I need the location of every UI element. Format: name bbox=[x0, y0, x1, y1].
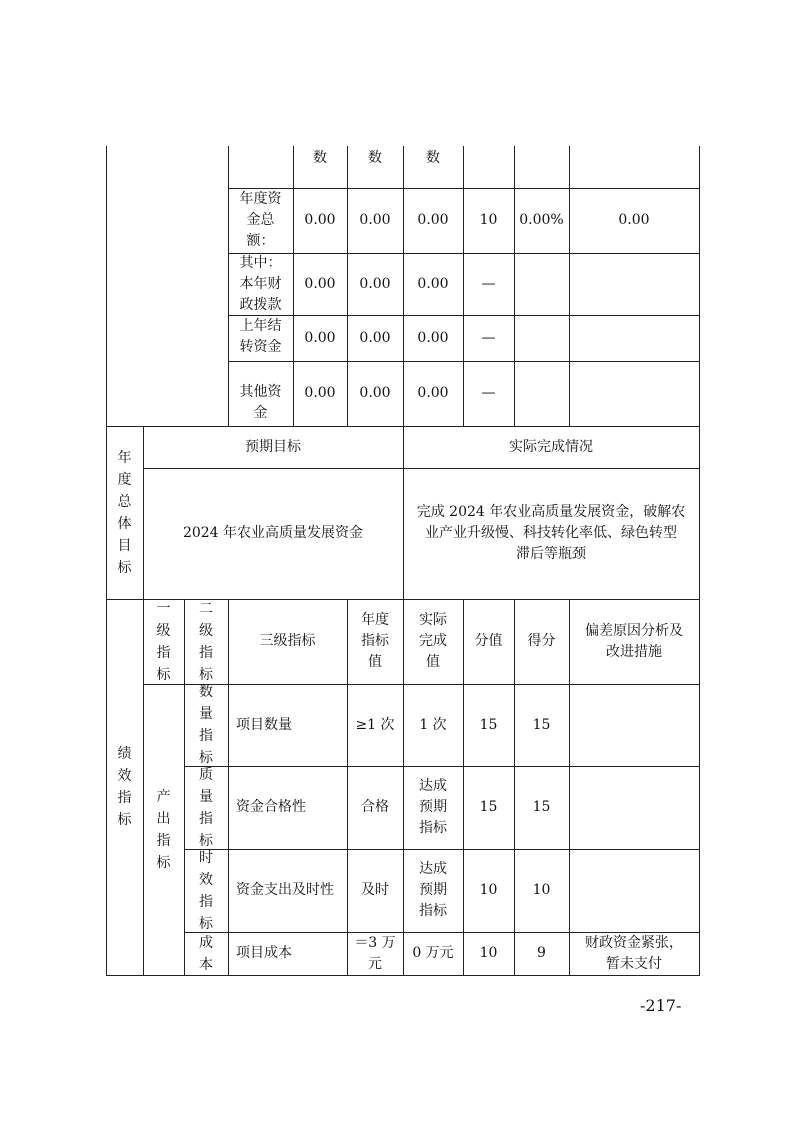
level1-header bbox=[143, 599, 184, 684]
annual-target-header-line: 年度 bbox=[361, 612, 389, 628]
performance-label-line: 指 bbox=[117, 790, 132, 806]
level2-indicator bbox=[184, 766, 228, 849]
funding-value: 0.00 bbox=[359, 385, 391, 401]
deviation-header-line: 偏差原因分析及 bbox=[585, 622, 683, 639]
annual-target bbox=[347, 766, 403, 849]
level2-indicator-line: 标 bbox=[199, 915, 213, 932]
funding-value: 0.00 bbox=[304, 275, 336, 292]
funding-rate bbox=[514, 315, 569, 361]
annual-target-header bbox=[347, 599, 403, 684]
output-indicator-category-line: 产 bbox=[156, 788, 171, 805]
level2-header-line: 级 bbox=[199, 622, 213, 639]
funding-rate: 0.00% bbox=[519, 212, 564, 228]
actual-value-header-line: 值 bbox=[426, 654, 440, 670]
funding-score: 10 bbox=[479, 212, 498, 228]
level2-indicator-line: 本 bbox=[199, 957, 213, 973]
actual-completion-text-line: 滞后等瓶颈 bbox=[516, 546, 586, 562]
indicator-score: 15 bbox=[479, 716, 498, 733]
level3-indicator: 资金合格性 bbox=[236, 799, 306, 815]
actual-value-line: 预期 bbox=[419, 882, 447, 898]
level3-header: 三级指标 bbox=[259, 633, 316, 649]
deviation-header-line: 改进措施 bbox=[606, 643, 662, 660]
level2-header-line: 指 bbox=[199, 644, 213, 661]
annual-target-header-line: 指标 bbox=[361, 633, 389, 649]
actual-value-line: 达成 bbox=[419, 861, 447, 877]
actual-value-line: 1 次 bbox=[419, 716, 447, 733]
indicator-got: 10 bbox=[532, 882, 551, 898]
actual-value bbox=[403, 766, 463, 849]
performance-label-line: 绩 bbox=[117, 746, 132, 762]
actual-completion-text bbox=[403, 468, 699, 599]
table-rule bbox=[699, 146, 700, 975]
funding-score: — bbox=[481, 275, 496, 292]
expected-goal-text: 2024 年农业高质量发展资金 bbox=[182, 525, 364, 541]
funding-value: 0.00 bbox=[304, 385, 336, 401]
level2-header-line: 标 bbox=[199, 666, 213, 683]
funding-row-label-line: 额： bbox=[246, 233, 275, 249]
goals-label-line: 标 bbox=[117, 559, 132, 576]
annual-target-line: ≥1 次 bbox=[355, 716, 395, 733]
level2-indicator-line: 数 bbox=[199, 684, 213, 700]
level2-indicator-line: 标 bbox=[199, 832, 213, 849]
funding-result bbox=[569, 253, 699, 315]
performance-label-line: 效 bbox=[117, 768, 132, 784]
funding-score: — bbox=[481, 329, 496, 346]
actual-completion-header: 实际完成情况 bbox=[509, 438, 593, 455]
funding-value: 0.00 bbox=[417, 212, 449, 228]
output-indicator-category-line: 出 bbox=[156, 810, 171, 827]
level2-indicator bbox=[184, 684, 228, 766]
funding-row-label-line: 金 bbox=[253, 405, 268, 421]
annual-target-line: ＝3 万 bbox=[354, 934, 396, 951]
funding-value: 0.00 bbox=[359, 212, 391, 228]
funding-row-label bbox=[228, 188, 293, 253]
actual-value bbox=[403, 932, 463, 975]
funding-value: 0.00 bbox=[304, 329, 336, 346]
annual-target bbox=[347, 932, 403, 975]
annual-target-line: 及时 bbox=[361, 882, 389, 898]
funding-header-fragment: 数 bbox=[313, 149, 327, 166]
level2-indicator bbox=[184, 932, 228, 975]
funding-header-fragment: 数 bbox=[368, 149, 382, 166]
level1-header-line: 一 bbox=[156, 600, 171, 617]
funding-row-label-line: 本年财 bbox=[239, 275, 282, 292]
level2-header-line: 二 bbox=[199, 600, 213, 617]
output-indicator-category-line: 指 bbox=[156, 832, 171, 849]
annual-target bbox=[347, 849, 403, 932]
level2-indicator-line: 量 bbox=[199, 788, 213, 805]
indicator-score: 10 bbox=[479, 882, 498, 898]
actual-value-line: 指标 bbox=[419, 820, 447, 836]
funding-rate bbox=[514, 361, 569, 426]
funding-row-label-line: 其中： bbox=[239, 254, 282, 271]
level2-indicator-line: 时 bbox=[199, 849, 213, 866]
indicator-score: 10 bbox=[479, 945, 498, 961]
funding-value: 0.00 bbox=[417, 275, 449, 292]
level3-indicator: 资金支出及时性 bbox=[236, 882, 334, 898]
indicator-got: 15 bbox=[532, 799, 551, 815]
funding-row-label bbox=[228, 253, 293, 315]
funding-row-label bbox=[228, 361, 293, 426]
performance-label-line: 标 bbox=[117, 812, 132, 828]
actual-completion-text-line: 业产业升级慢、科技转化率低、绿色转型 bbox=[425, 525, 677, 541]
indicator-got: 15 bbox=[532, 716, 551, 733]
goals-label-line: 体 bbox=[117, 515, 132, 532]
deviation-reason bbox=[569, 932, 699, 975]
indicator-got: 9 bbox=[537, 945, 546, 961]
expected-goal-header: 预期目标 bbox=[245, 438, 301, 455]
funding-result bbox=[569, 361, 699, 426]
funding-value: 0.00 bbox=[304, 212, 336, 228]
funding-row-label-line: 其他资 bbox=[239, 384, 282, 400]
funding-row-label bbox=[228, 315, 293, 361]
level2-indicator-line: 标 bbox=[199, 750, 213, 766]
level3-indicator: 项目成本 bbox=[236, 945, 292, 961]
deviation-reason bbox=[569, 684, 699, 766]
annual-target bbox=[347, 684, 403, 766]
level2-indicator-line: 效 bbox=[199, 871, 213, 888]
funding-score: — bbox=[481, 385, 496, 401]
funding-row-label-line: 上年结 bbox=[239, 318, 282, 334]
level1-header-line: 级 bbox=[156, 622, 171, 639]
level2-indicator bbox=[184, 849, 228, 932]
performance-label bbox=[106, 599, 143, 975]
goals-label-line: 年 bbox=[117, 449, 132, 466]
goals-label-line: 目 bbox=[117, 537, 132, 554]
funding-row-label-line: 政拨款 bbox=[239, 296, 282, 313]
page-number: -217- bbox=[640, 996, 682, 1015]
goals-label-line: 总 bbox=[117, 493, 132, 510]
goals-label bbox=[106, 426, 143, 599]
annual-target-line: 合格 bbox=[361, 799, 389, 815]
funding-row-label-line: 转资金 bbox=[239, 339, 282, 355]
actual-value-line: 达成 bbox=[419, 778, 447, 794]
funding-result bbox=[569, 315, 699, 361]
actual-value-header bbox=[403, 599, 463, 684]
funding-value: 0.00 bbox=[417, 385, 449, 401]
level2-indicator-line: 成 bbox=[199, 935, 213, 951]
actual-value bbox=[403, 684, 463, 766]
funding-rate bbox=[514, 253, 569, 315]
funding-row-label-line: 金总 bbox=[246, 212, 275, 228]
got-score-header: 得分 bbox=[527, 633, 556, 649]
deviation-reason bbox=[569, 766, 699, 849]
annual-target-line: 元 bbox=[367, 955, 382, 972]
goals-label-line: 度 bbox=[117, 471, 132, 488]
funding-value: 0.00 bbox=[359, 275, 391, 292]
funding-row-label-line: 年度资 bbox=[239, 191, 282, 207]
funding-header-fragment: 数 bbox=[426, 149, 440, 166]
level2-indicator-line: 量 bbox=[199, 706, 213, 722]
funding-value: 0.00 bbox=[359, 329, 391, 346]
actual-value-line: 预期 bbox=[419, 799, 447, 815]
level2-indicator-line: 指 bbox=[199, 893, 213, 910]
actual-completion-text-line: 完成 2024 年农业高质量发展资金，破解农 bbox=[416, 504, 686, 520]
actual-value-header-line: 实际 bbox=[419, 612, 447, 628]
score-header: 分值 bbox=[474, 633, 503, 649]
deviation-reason-line: 暂未支付 bbox=[606, 955, 662, 972]
annual-target-header-line: 值 bbox=[368, 654, 382, 670]
output-indicator-category-line: 标 bbox=[156, 854, 171, 871]
level2-indicator-line: 质 bbox=[199, 766, 213, 783]
indicator-score: 15 bbox=[479, 799, 498, 815]
deviation-header bbox=[569, 599, 699, 684]
actual-value bbox=[403, 849, 463, 932]
actual-value-line: 指标 bbox=[419, 903, 447, 919]
level3-indicator: 项目数量 bbox=[236, 716, 292, 733]
deviation-reason-line: 财政资金紧张， bbox=[585, 934, 683, 951]
deviation-reason bbox=[569, 849, 699, 932]
level2-indicator-line: 指 bbox=[199, 810, 213, 827]
table-rule bbox=[106, 975, 700, 976]
level2-header bbox=[184, 599, 228, 684]
output-indicator-category bbox=[143, 684, 184, 975]
actual-value-header-line: 完成 bbox=[419, 633, 447, 649]
funding-result: 0.00 bbox=[618, 212, 650, 228]
level1-header-line: 指 bbox=[156, 644, 171, 661]
level1-header-line: 标 bbox=[156, 666, 171, 683]
actual-value-line: 0 万元 bbox=[412, 945, 454, 961]
level2-indicator-line: 指 bbox=[199, 728, 213, 744]
funding-value: 0.00 bbox=[417, 329, 449, 346]
